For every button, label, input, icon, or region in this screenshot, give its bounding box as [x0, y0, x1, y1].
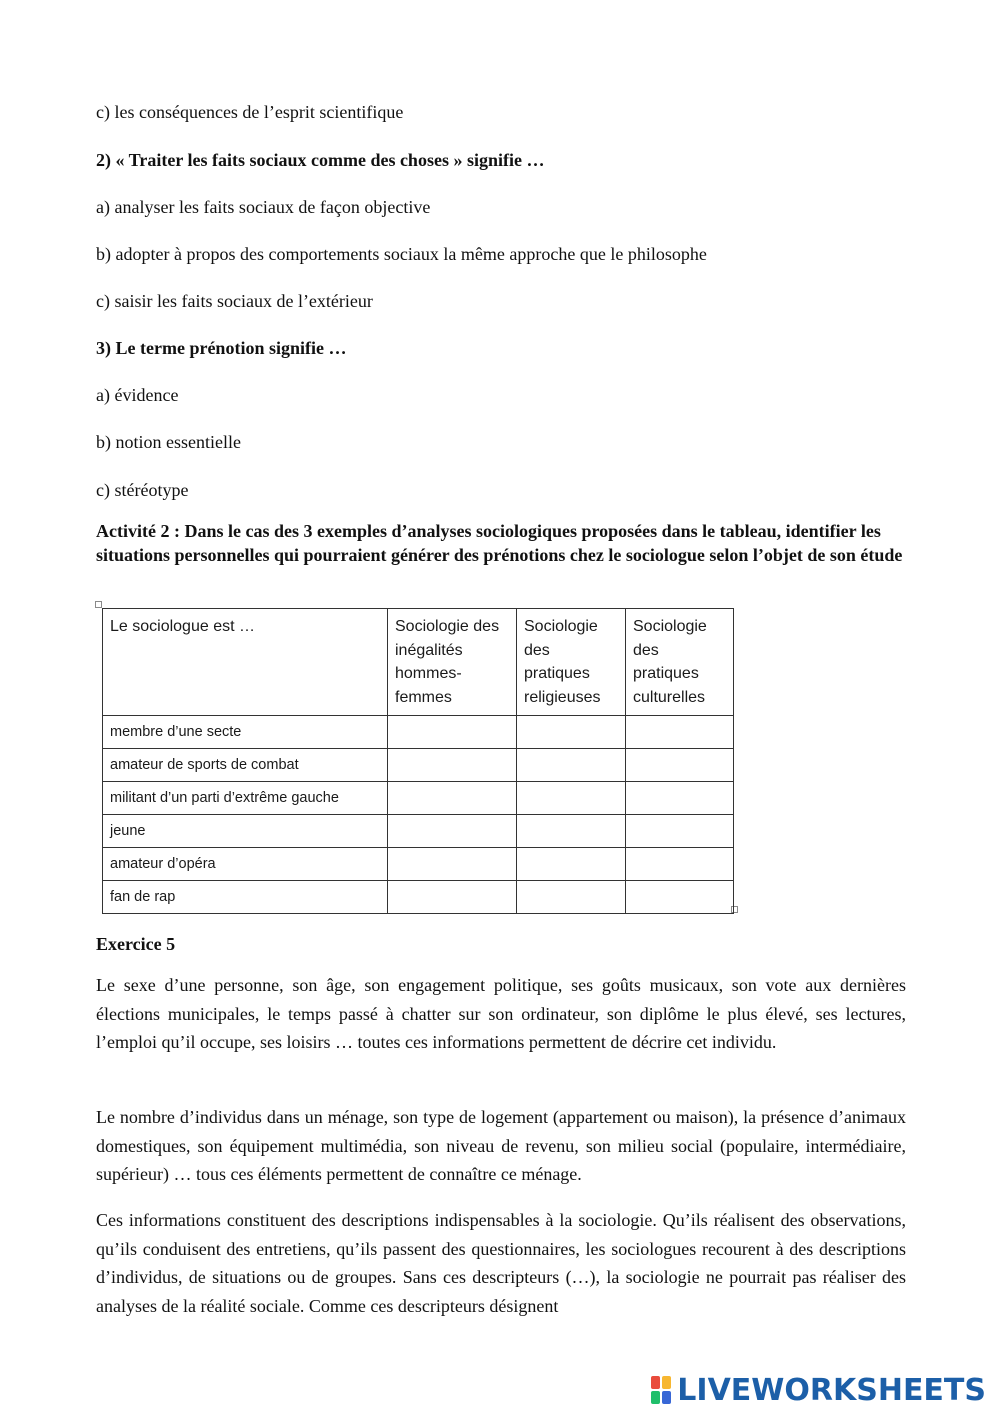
table-row	[103, 881, 734, 914]
table-row	[103, 815, 734, 848]
q3-question: 3) Le terme prénotion signifie …	[96, 338, 347, 358]
exercise5-title: Exercice 5	[96, 934, 176, 954]
answer-cell[interactable]	[626, 782, 734, 815]
table-row-label: jeune	[103, 815, 388, 848]
liveworksheets-logo	[651, 1372, 986, 1408]
answer-cell[interactable]	[626, 881, 734, 914]
exercise5-paragraph-1: Le sexe d’une personne, son âge, son engagement politique, ses goûts musicaux, son vote aux dernières élections municipales, le temps passé à chatter sur son ordinateur, son diplôme le plus élevé, ses lectures, l’emploi qu’il occupe, ses loisirs … toutes ces informations permettent de décrire cet individu.	[96, 975, 906, 1052]
answer-cell[interactable]	[517, 782, 626, 815]
q2-option-a: a) analyser les faits sociaux de façon objective	[96, 197, 431, 217]
q3-option-c: c) stéréotype	[96, 480, 189, 500]
answer-cell[interactable]	[517, 749, 626, 782]
q1-option-c: c) les conséquences de l’esprit scientifique	[96, 102, 404, 122]
answer-cell[interactable]	[388, 782, 517, 815]
table-row-label: fan de rap	[103, 881, 388, 914]
activity2-heading: Activité 2 : Dans le cas des 3 exemples d’analyses sociologiques proposées dans le tableau, identifier les situations personnelles qui pourraient générer des prénotions chez le sociologue selon l’objet de son étude	[96, 521, 903, 565]
brand-name: LIVEWORKSHEETS	[677, 1372, 986, 1408]
table-row	[103, 716, 734, 749]
answer-cell[interactable]	[388, 881, 517, 914]
answer-cell[interactable]	[626, 815, 734, 848]
q2-option-c: c) saisir les faits sociaux de l’extérieur	[96, 291, 373, 311]
answer-cell[interactable]	[517, 815, 626, 848]
table-row	[103, 782, 734, 815]
table-row	[103, 848, 734, 881]
table-header-row	[103, 609, 734, 716]
table-header-cell: Sociologie des inégalités hommes-femmes	[388, 609, 517, 716]
answer-cell[interactable]	[388, 848, 517, 881]
table-row-label: militant d’un parti d’extrême gauche	[103, 782, 388, 815]
table-row-label: amateur d’opéra	[103, 848, 388, 881]
q2-option-b: b) adopter à propos des comportements sociaux la même approche que le philosophe	[96, 244, 707, 264]
table-header-cell: Le sociologue est …	[103, 609, 388, 716]
liveworksheets-icon	[651, 1376, 671, 1404]
answer-cell[interactable]	[626, 848, 734, 881]
exercise5-paragraph-3: Ces informations constituent des descriptions indispensables à la sociologie. Qu’ils réalisent des observations, qu’ils conduisent des entretiens, qu’ils passent des questionnaires, les sociologues recourent à des descriptions d’individus, de situations ou de groupes. Sans ces descripteurs (…), la sociologie ne pourrait pas réaliser des analyses de la réalité sociale. Comme ces descripteurs désignent	[96, 1210, 906, 1316]
exercise5-paragraph-2: Le nombre d’individus dans un ménage, son type de logement (appartement ou maison), la présence d’animaux domestiques, son équipement multimédia, son niveau de revenu, son milieu social (populaire, intermédiaire, supérieur) … tous ces éléments permettent de connaître ce ménage.	[96, 1107, 906, 1184]
table-header-cell: Sociologie des pratiques culturelles	[626, 609, 734, 716]
answer-cell[interactable]	[626, 716, 734, 749]
answer-cell[interactable]	[626, 749, 734, 782]
answer-cell[interactable]	[517, 716, 626, 749]
q3-option-a: a) évidence	[96, 385, 179, 405]
answer-cell[interactable]	[388, 815, 517, 848]
table-row-label: amateur de sports de combat	[103, 749, 388, 782]
table-row-label: membre d’une secte	[103, 716, 388, 749]
q3-option-b: b) notion essentielle	[96, 432, 241, 452]
answer-cell[interactable]	[388, 716, 517, 749]
table-header-cell: Sociologie des pratiques religieuses	[517, 609, 626, 716]
sociologist-table	[102, 608, 734, 914]
answer-cell[interactable]	[388, 749, 517, 782]
answer-cell[interactable]	[517, 881, 626, 914]
table-row	[103, 749, 734, 782]
table-move-handle	[95, 601, 102, 608]
q2-question: 2) « Traiter les faits sociaux comme des choses » signifie …	[96, 150, 545, 170]
answer-cell[interactable]	[517, 848, 626, 881]
